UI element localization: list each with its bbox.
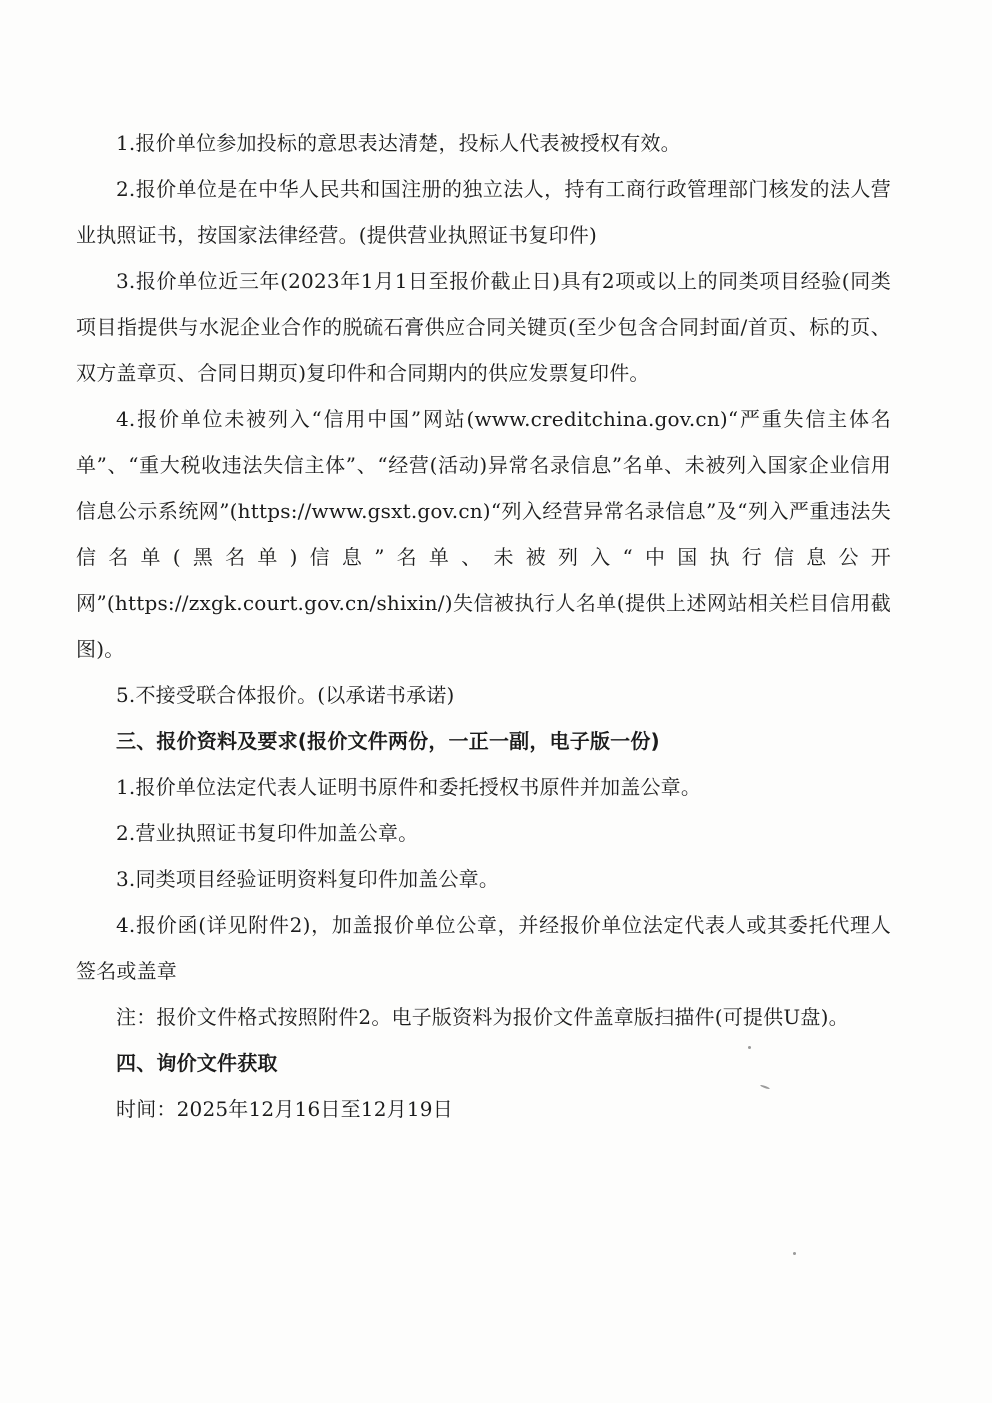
section2-item-3: 3.报价单位近三年(2023年1月1日至报价截止日)具有2项或以上的同类项目经验(同类项目指提供与水泥企业合作的脱硫石膏供应合同关键页(至少包含合同封面/首页、标的页、双方盖章页、合同日期页)复印件和合同期内的供应发票复印件。 bbox=[76, 269, 891, 385]
section2-item-4: 4.报价单位未被列入“信用中国”网站(www.creditchina.gov.cn)“严重失信主体名单”、“重大税收违法失信主体”、“经营(活动)异常名录信息”名单、未被列入国家企业信用信息公示系统网”(https://www.gsxt.gov.cn)“列入经营异常名录信息”及“列入严重违法失信名单(黑名单)信息”名单、未被列入“中国执行信息公开网”(https://zxgk.court.gov.cn/shixin/)失信被执行人名单(提供上述网站相关栏目信用截图)。 bbox=[76, 407, 891, 661]
section4-time: 时间：2025年12月16日至12月19日 bbox=[116, 1097, 453, 1121]
section3-note: 注：报价文件格式按照附件2。电子版资料为报价文件盖章版扫描件(可提供U盘)。 bbox=[116, 1005, 849, 1029]
section2-item-5: 5.不接受联合体报价。(以承诺书承诺) bbox=[116, 683, 455, 707]
section2-item-2: 2.报价单位是在中华人民共和国注册的独立法人，持有工商行政管理部门核发的法人营业执照证书，按国家法律经营。(提供营业执照证书复印件) bbox=[76, 177, 891, 247]
section4-heading: 四、询价文件获取 bbox=[116, 1051, 278, 1075]
section3-item-4: 4.报价函(详见附件2)，加盖报价单位公章，并经报价单位法定代表人或其委托代理人签名或盖章 bbox=[76, 913, 891, 983]
scan-speck bbox=[748, 1046, 751, 1049]
document-body bbox=[76, 120, 891, 1132]
section3-item-3: 3.同类项目经验证明资料复印件加盖公章。 bbox=[116, 867, 500, 891]
section3-item-2: 2.营业执照证书复印件加盖公章。 bbox=[116, 821, 419, 845]
section3-heading: 三、报价资料及要求(报价文件两份，一正一副，电子版一份) bbox=[116, 729, 660, 753]
section3-item-1: 1.报价单位法定代表人证明书原件和委托授权书原件并加盖公章。 bbox=[116, 775, 702, 799]
scan-speck bbox=[793, 1252, 796, 1255]
section2-item-1: 1.报价单位参加投标的意思表达清楚，投标人代表被授权有效。 bbox=[116, 131, 681, 155]
